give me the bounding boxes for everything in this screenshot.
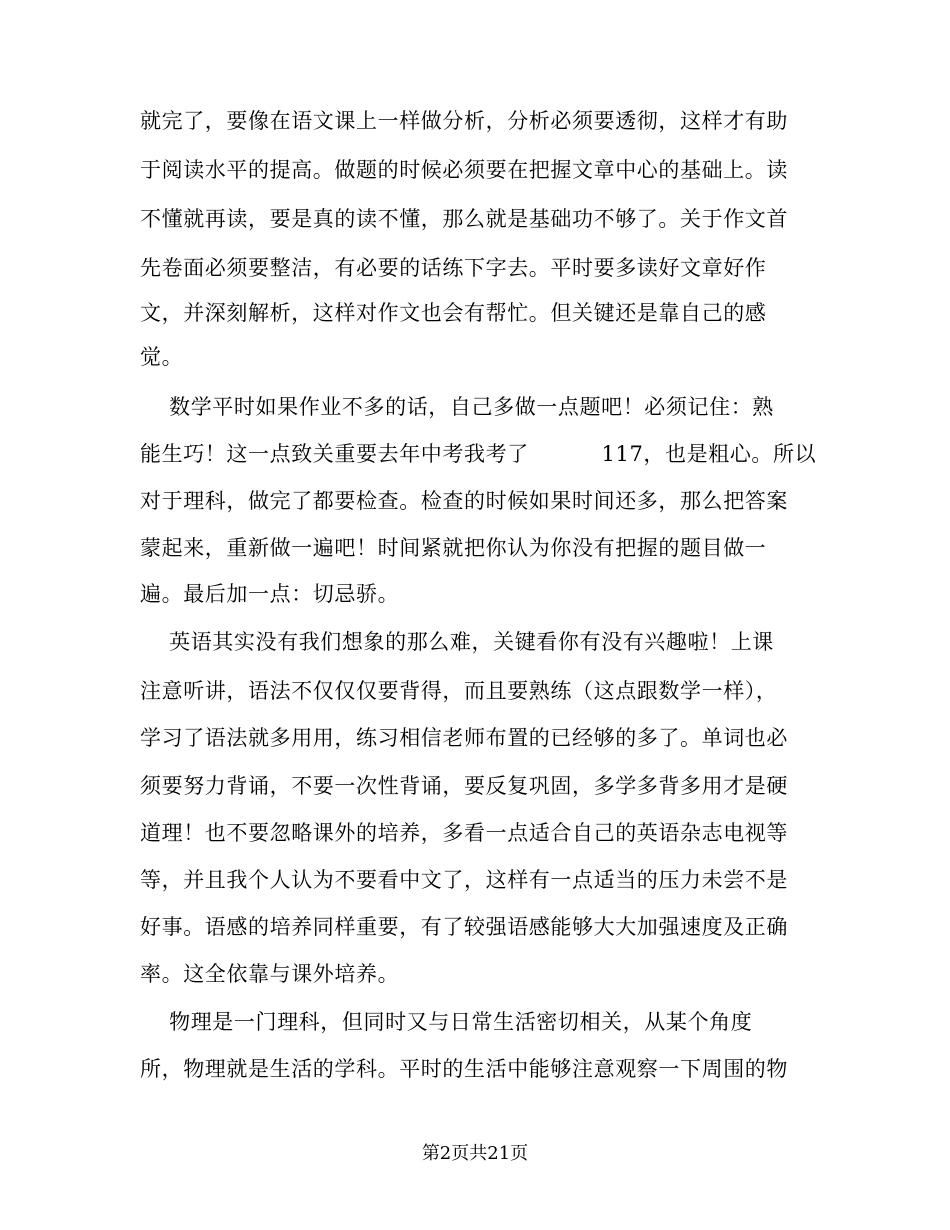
text-line: 学习了语法就多用用，练习相信老师布置的已经够的多了。单词也必 — [140, 726, 788, 750]
text-line: 物理是一门理科，但同时又与日常生活密切相关，从某个角度 — [140, 1010, 753, 1034]
text-line: 好事。语感的培养同样重要，有了较强语感能够大大加强速度及正确 — [140, 915, 788, 939]
text-line: 不懂就再读，要是真的读不懂，那么就是基础功不够了。关于作文首 — [140, 207, 788, 231]
text-line: 遍。最后加一点：切忌骄。 — [140, 582, 400, 606]
page-number: 第2页共21页 — [421, 1143, 529, 1164]
text-line: 就完了，要像在语文课上一样做分析，分析必须要透彻，这样才有助 — [140, 109, 788, 133]
text-line: 先卷面必须要整洁，有必要的话练下字去。平时要多读好文章好作 — [140, 256, 767, 280]
text-line: 须要努力背诵，不要一次性背诵，要反复巩固，多学多背多用才是硬 — [140, 774, 788, 798]
text-line: 蒙起来，重新做一遍吧！时间紧就把你认为你没有把握的题目做一 — [140, 536, 767, 560]
text-line: 所，物理就是生活的学科。平时的生活中能够注意观察一下周围的物 — [140, 1057, 788, 1081]
text-line: 觉。 — [140, 345, 184, 369]
text-line: 于阅读水平的提高。做题的时候必须要在把握文章中心的基础上。读 — [140, 158, 788, 182]
text-line: 率。这全依靠与课外培养。 — [140, 962, 400, 986]
text-line: 文，并深刻解析，这样对作文也会有帮忙。但关键还是靠自己的感 — [140, 301, 767, 325]
text-line: 道理！也不要忽略课外的培养，多看一点适合自己的英语杂志电视等 — [140, 821, 788, 845]
text-line: 英语其实没有我们想象的那么难，关键看你有没有兴趣啦！上课 — [140, 630, 774, 654]
text-line: 数学平时如果作业不多的话，自己多做一点题吧！必须记住：熟 — [140, 395, 774, 419]
text-line: 对于理科，做完了都要检查。检查的时候如果时间还多，那么把答案 — [140, 489, 788, 513]
text-line: 能生巧！这一点致关重要去年中考我考了 117，也是粗心。所以 — [140, 442, 817, 466]
text-line: 等，并且我个人认为不要看中文了，这样有一点适当的压力未尝不是 — [140, 868, 788, 892]
text-line: 注意听讲，语法不仅仅仅要背得，而且要熟练（这点跟数学一样）， — [140, 679, 778, 703]
